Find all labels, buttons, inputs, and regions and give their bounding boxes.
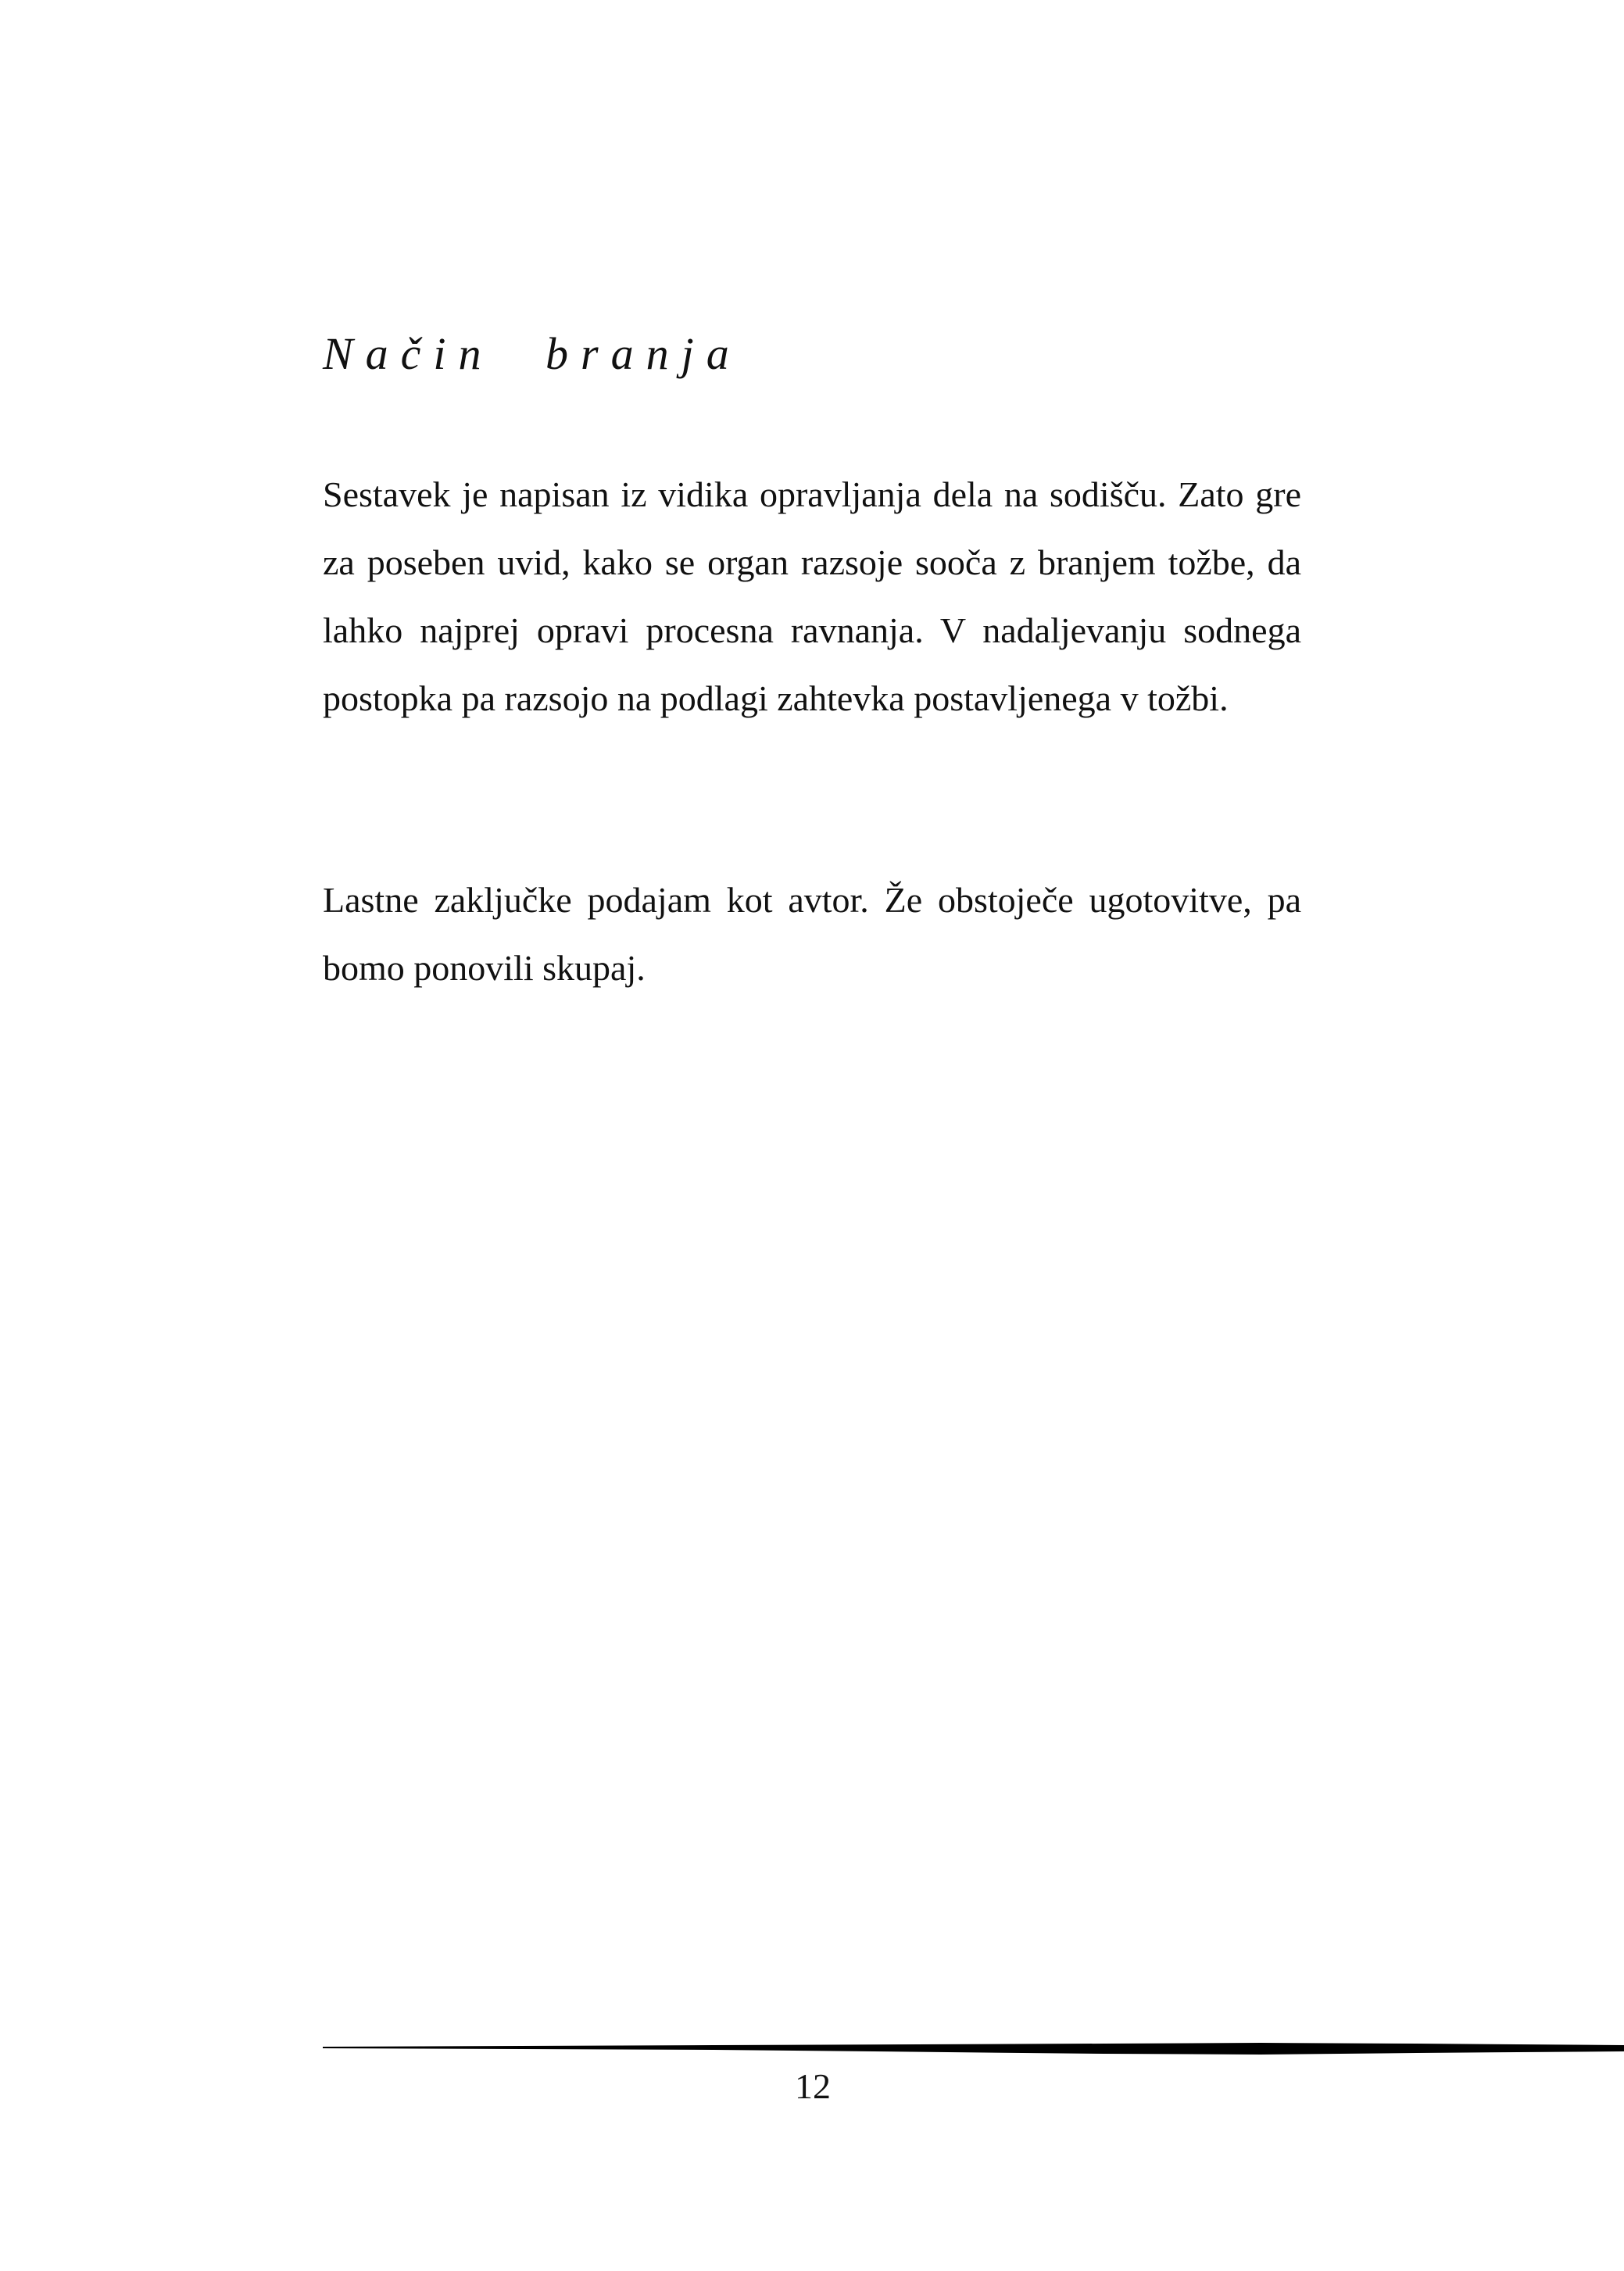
page-number: 12 <box>795 2066 831 2106</box>
footer-rule <box>323 2043 1624 2057</box>
body-paragraph-2: Lastne zaključke podajam kot avtor. Že obstoječe ugotovitve, pa bomo ponovili skupaj. <box>323 880 1301 988</box>
section-heading: Način branja <box>323 328 742 379</box>
body-paragraph-1: Sestavek je napisan iz vidika opravljanja dela na sodišču. Zato gre za poseben uvid, kako se organ razsoje sooča z branjem tožbe, da lahko najprej opravi procesna ravnanja. V nadaljevanju sodnega postopka pa razsojo na podlagi zahtevka postavljenega v tožbi. <box>323 474 1301 718</box>
